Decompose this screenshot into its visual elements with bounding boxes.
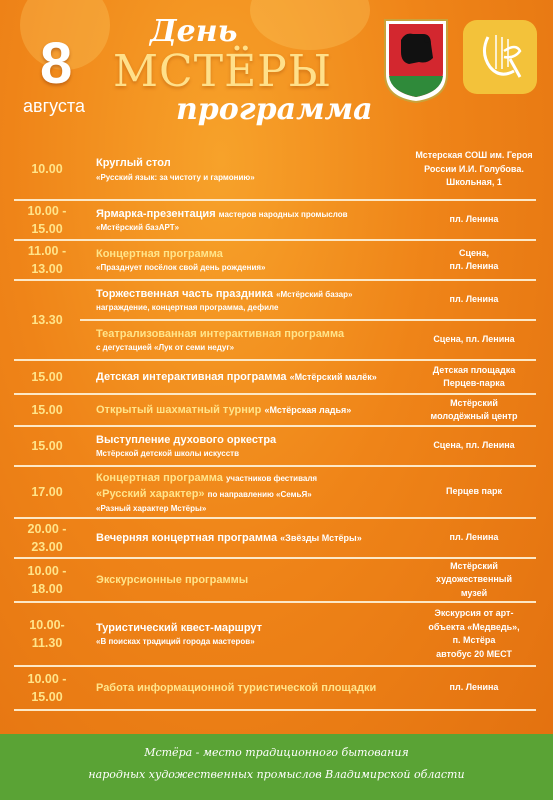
footer-banner [0,734,553,800]
row-event: Детская интерактивная программа «Мстёрский малёк» [80,360,412,394]
row-time: 10.00 - 15.00 [14,200,80,240]
schedule-row [14,466,536,518]
row-time: 17.00 [14,466,80,518]
footer-line-1: Мстёра - место традиционного бытования [144,746,409,759]
schedule-row [14,394,536,426]
row-event: Работа информационной туристической площадки [80,666,412,710]
row-event: Театрализованная интерактивная программа с дегустацией «Лук от семи недуг» [80,320,412,360]
schedule-row [14,666,536,710]
row-time: 15.00 [14,394,80,426]
schedule-row [14,140,536,200]
lyre-logo-icon [463,20,537,94]
row-place: Сцена, пл. Ленина [412,426,536,466]
row-event: Экскурсионные программы [80,558,412,602]
title-bottom: программа [176,92,373,127]
row-place: пл. Ленина [412,200,536,240]
row-time: 15.00 [14,426,80,466]
schedule-table [14,140,536,711]
row-event: Вечерняя концертная программа «Звёзды Мстёры» [80,518,412,558]
row-place: Перцев парк [412,466,536,518]
row-time: 20.00 - 23.00 [14,518,80,558]
schedule-row [14,558,536,602]
row-event: Ярмарка-презентация мастеров народных промыслов «Мстёрский базАРТ» [80,200,412,240]
title-main: МСТЁРЫ [113,46,333,97]
schedule-row [14,426,536,466]
row-event: Туристический квест-маршрут «В поисках традиций города мастеров» [80,602,412,666]
row-place: Сцена, пл. Ленина [412,240,536,280]
schedule-row [14,602,536,666]
row-event: Концертная программа участников фестиваля «Русский характер» по направлению «СемьЯ» «Разный характер Мстёры» [80,466,412,518]
row-time: 11.00 - 13.00 [14,240,80,280]
title-top: День [150,14,238,49]
row-place: пл. Ленина [412,518,536,558]
row-event: Круглый стол «Русский язык: за чистоту и гармонию» [80,140,412,200]
header [0,0,553,140]
row-place: Мстёрский молодёжный центр [412,394,536,426]
row-place: пл. Ленина [412,666,536,710]
schedule-row [14,320,536,360]
day-number: 8 [40,31,73,96]
row-place: Экскурсия от арт- объекта «Медведь», п. Мстёра автобус 20 МЕСТ [412,602,536,666]
row-time: 10.00- 11.30 [14,602,80,666]
row-event: Выступление духового оркестра Мстёрской детской школы искусств [80,426,412,466]
row-time: 13.30 [14,280,80,360]
schedule-row [14,360,536,394]
row-time: 15.00 [14,360,80,394]
row-time: 10.00 - 15.00 [14,666,80,710]
row-event: Открытый шахматный турнир «Мстёрская ладья» [80,394,412,426]
row-place: Мстёрский художественный музей [412,558,536,602]
schedule-row [14,280,536,320]
row-place: пл. Ленина [412,280,536,320]
month: августа [23,96,85,116]
row-time: 10.00 - 18.00 [14,558,80,602]
footer-line-2: народных художественных промыслов Владимирской области [88,768,465,781]
schedule-row [14,200,536,240]
row-place: Сцена, пл. Ленина [412,320,536,360]
row-place: Детская площадка Перцев-парка [412,360,536,394]
row-place: Мстерская СОШ им. Героя России И.И. Голубова. Школьная, 1 [412,140,536,200]
schedule-row [14,518,536,558]
row-event: Торжественная часть праздника «Мстёрский базар» награждение, концертная программа, дефиле [80,280,412,320]
decor-light [250,0,370,50]
row-event: Концертная программа «Празднует посёлок свой день рождения» [80,240,412,280]
coat-of-arms-icon [383,18,449,104]
schedule-row [14,240,536,280]
row-time: 10.00 [14,140,80,200]
